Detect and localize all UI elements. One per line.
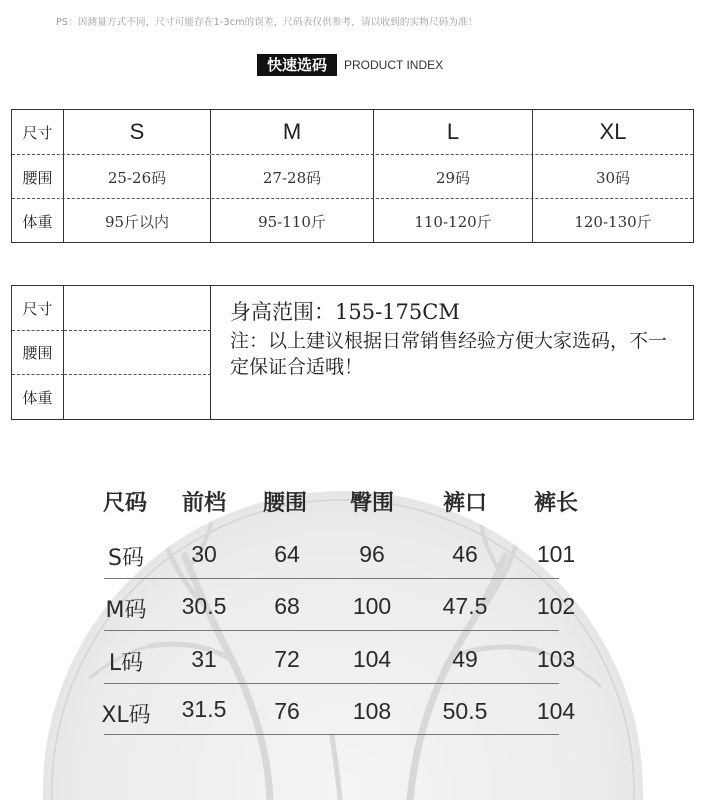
size-label: M码 <box>105 598 147 623</box>
advice-text: 注：以上建议根据日常销售经验方便大家选码，不一定保证合适哦！ <box>230 330 668 378</box>
row-divider <box>104 683 559 684</box>
table-cell: 30 <box>191 541 217 567</box>
table-cell: 31.5 <box>181 696 227 722</box>
table-cell: 47.5 <box>442 593 488 619</box>
row-label: 体重 <box>12 199 64 243</box>
size-header-l: L <box>374 110 533 154</box>
quick-size-table <box>11 109 694 243</box>
recommendation-note <box>230 298 683 380</box>
row-label: 腰围 <box>12 155 64 199</box>
table-cell: 110-120斤 <box>374 199 533 243</box>
row-label: 尺寸 <box>12 286 64 330</box>
table-cell: 29码 <box>374 155 533 199</box>
column-header: 臀围 <box>349 491 395 516</box>
table-row <box>12 198 693 243</box>
section-title-cn: 快速选码 <box>257 54 337 76</box>
table-cell: 27-28码 <box>211 155 374 199</box>
blank-cell <box>64 286 211 330</box>
table-cell: 95斤以内 <box>64 199 211 243</box>
table-cell: 104 <box>536 698 576 724</box>
blank-cell <box>64 330 211 374</box>
recommendation-table <box>11 285 694 420</box>
table-cell: 50.5 <box>442 698 488 724</box>
column-header: 腰围 <box>262 491 308 516</box>
ps-disclaimer-note: PS：因测量方式不同，尺寸可能存在1-3cm的误差，尺码表仅供参考，请以收到的实物尺码为准！ <box>56 17 478 28</box>
section-title <box>257 54 443 76</box>
table-cell: 102 <box>536 593 576 619</box>
size-header-xl: XL <box>599 119 627 144</box>
column-header: 裤长 <box>533 491 579 516</box>
table-cell: 72 <box>274 646 300 672</box>
column-header: 尺码 <box>102 491 148 516</box>
size-label: L码 <box>108 651 144 676</box>
measurement-panel <box>0 446 702 800</box>
table-cell: 46 <box>452 541 478 567</box>
row-label: 腰围 <box>12 330 64 374</box>
table-cell: 108 <box>352 698 392 724</box>
row-divider <box>104 734 559 735</box>
table-header-row <box>12 110 693 154</box>
table-cell: 64 <box>274 541 300 567</box>
row-label: 尺寸 <box>12 110 64 154</box>
row-label: 体重 <box>12 374 64 419</box>
table-cell: 25-26码 <box>64 155 211 199</box>
row-divider <box>104 578 559 579</box>
size-label: XL码 <box>101 703 151 728</box>
table-cell: 95-110斤 <box>211 199 374 243</box>
measurement-table <box>0 446 702 800</box>
table-cell: 30.5 <box>181 593 227 619</box>
table-cell: 96 <box>359 541 385 567</box>
column-header: 前档 <box>181 491 227 516</box>
table-row <box>12 154 693 199</box>
table-cell: 76 <box>274 698 300 724</box>
table-cell: 100 <box>352 593 392 619</box>
table-cell: 101 <box>536 541 576 567</box>
table-cell: 68 <box>274 593 300 619</box>
table-cell: 30码 <box>595 168 631 187</box>
height-range-text: 身高范围：155-175CM <box>230 300 460 324</box>
table-cell: 49 <box>452 646 478 672</box>
column-header: 裤口 <box>442 491 488 516</box>
size-header-m: M <box>211 110 374 154</box>
size-header-s: S <box>64 110 211 154</box>
table-cell: 104 <box>352 646 392 672</box>
row-divider <box>104 630 559 631</box>
table-cell: 103 <box>536 646 576 672</box>
blank-cell <box>64 374 211 419</box>
table-cell: 31 <box>191 646 217 672</box>
size-label: S码 <box>108 546 144 571</box>
table-cell: 120-130斤 <box>574 212 652 231</box>
section-title-en: PRODUCT INDEX <box>344 58 444 72</box>
